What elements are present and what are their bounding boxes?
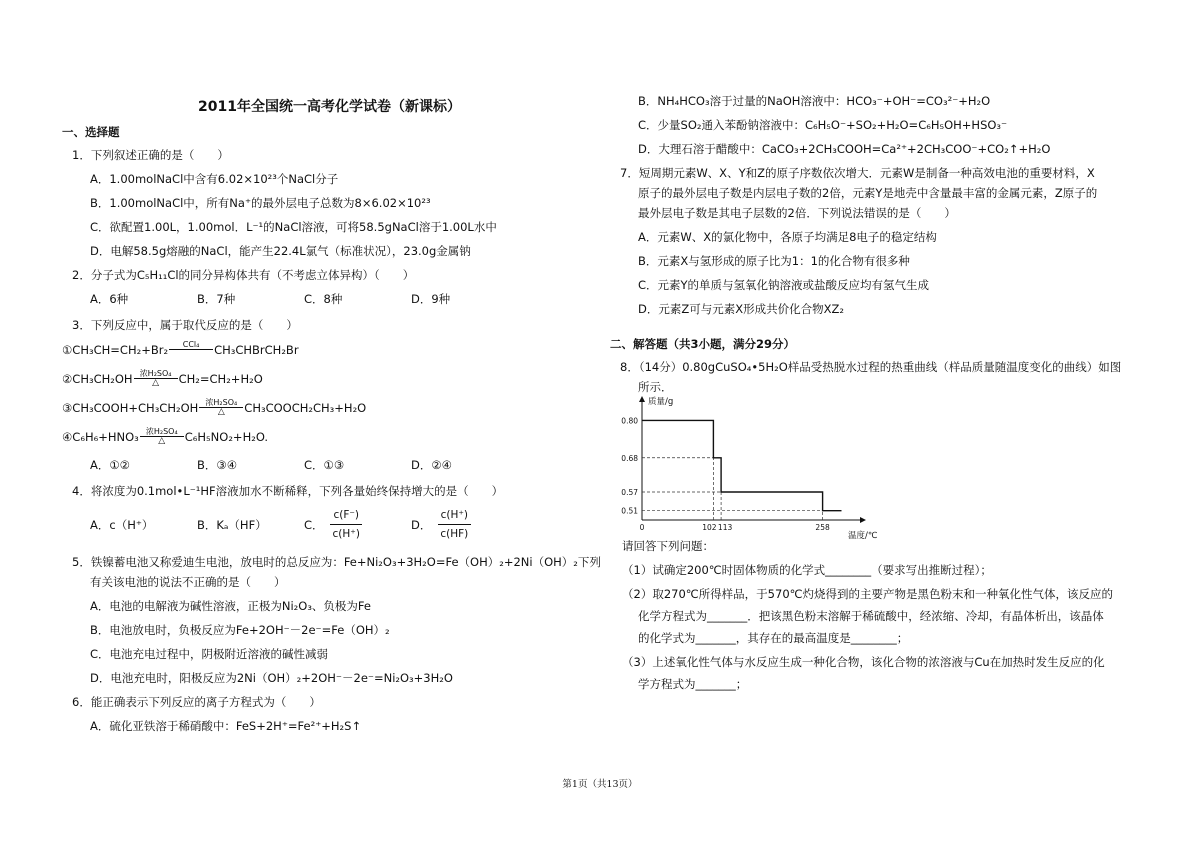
question-stem-continued: 所示． — [638, 380, 673, 394]
reaction-arrow — [199, 398, 243, 417]
left-column — [62, 96, 601, 741]
options-row — [90, 456, 597, 474]
question-6 — [62, 693, 597, 735]
q6-option-d: D．大理石溶于醋酸中：CaCO₃+2CH₃COOH=Ca²⁺+2CH₃COO⁻+CO₂↑+H₂O — [638, 142, 1051, 156]
option-d — [411, 506, 518, 543]
arrow-condition: 浓H₂SO₄ — [139, 369, 172, 378]
option-b: B．元素X与氢形成的原子比为1：1的化合物有很多种 — [638, 254, 910, 268]
question-1 — [62, 146, 597, 260]
x-tick-label: 0 — [639, 523, 645, 532]
option-a: A．6种 — [90, 292, 129, 306]
question-8 — [610, 358, 1140, 693]
reaction-products: CH₃COOCH₂CH₃+H₂O — [244, 401, 367, 415]
fraction-numerator: c(H⁺) — [438, 506, 471, 525]
fraction-denominator: c(H⁺) — [332, 528, 360, 540]
option-label: C． — [304, 517, 324, 532]
mass-curve — [642, 420, 842, 510]
x-tick-label: 258 — [815, 523, 830, 532]
option-a: A．1.00molNaCl中含有6.02×10²³个NaCl分子 — [90, 172, 339, 186]
question-stem-continued: 原子的最外层电子数是内层电子数的2倍，元素Y是地壳中含量最丰富的金属元素，Z原子的 — [638, 186, 1098, 200]
question-stem: 6．能正确表示下列反应的离子方程式为（ ） — [72, 695, 321, 709]
option-a: A．①② — [90, 458, 130, 472]
reaction-4 — [62, 427, 597, 446]
q6-option-c: C．少量SO₂通入苯酚钠溶液中：C₆H₅O⁻+SO₂+H₂O=C₆H₅OH+HSO₃⁻ — [638, 118, 1008, 132]
options-row — [90, 290, 597, 308]
option-a: A．c（H⁺） — [90, 517, 154, 532]
y-axis-arrow-icon — [639, 396, 645, 402]
question-stem: 1．下列叙述正确的是（ ） — [72, 148, 229, 162]
option-c: C．欲配置1.00L，1.00mol．L⁻¹的NaCl溶液，可将58.5gNaCl溶于1.00L水中 — [90, 220, 497, 234]
x-tick-label: 113 — [717, 523, 733, 532]
heat-symbol: △ — [217, 407, 225, 417]
section-heading-answer: 二、解答题（共3小题，满分29分） — [610, 337, 796, 351]
heat-symbol: △ — [158, 436, 166, 446]
sub-question-2-continued: 化学方程式为_______．把该黑色粉末溶解于稀硫酸中，经浓缩、冷却，有晶体析出，该晶体 — [638, 609, 1104, 623]
y-axis-label: 质量/g — [648, 397, 674, 407]
x-axis-arrow-icon — [860, 517, 866, 523]
question-stem: 8．（14分）0.80gCuSO₄•5H₂O样品受热脱水过程的热重曲线（样品质量随温度变化的曲线）如图 — [620, 360, 1122, 374]
question-3 — [62, 316, 597, 474]
sub-question-2: （2）取270℃所得样品，于570℃灼烧得到的主要产物是黑色粉末和一种氧化性气体，该反应的 — [622, 587, 1114, 601]
reaction-1 — [62, 340, 597, 359]
option-d: D．9种 — [411, 292, 451, 306]
question-stem-continued: 最外层电子数是其电子层数的2倍．下列说法错误的是（ ） — [638, 206, 956, 220]
option-b: B．1.00molNaCl中，所有Na⁺的最外层电子总数为8×6.02×10²³ — [90, 196, 431, 210]
sub-question-2-continued: 的化学式为_______，其存在的最高温度是________； — [638, 631, 909, 645]
reaction-products: C₆H₅NO₂+H₂O. — [184, 430, 269, 444]
y-tick-label: 0.68 — [621, 453, 638, 463]
x-tick-label: 102 — [702, 523, 717, 532]
option-c: C．①③ — [304, 458, 345, 472]
sub-question-3: （3）上述氧化性气体与水反应生成一种化合物，该化合物的浓溶液与Cu在加热时发生反应的化 — [622, 655, 1105, 669]
page-footer: 第1页（共13页） — [562, 779, 638, 790]
question-4 — [62, 482, 597, 543]
option-d: D．电解58.5g熔融的NaCl，能产生22.4L氯气（标准状况），23.0g金属钠 — [90, 244, 471, 258]
answer-intro: 请回答下列问题： — [622, 539, 714, 553]
option-b: B．Kₐ（HF） — [197, 517, 267, 532]
sub-question-3-continued: 学方程式为_______； — [638, 677, 748, 691]
y-tick-label: 0.51 — [621, 506, 638, 516]
page-title: 2011年全国统一高考化学试卷（新课标） — [198, 99, 461, 115]
question-stem: 5．铁镍蓄电池又称爱迪生电池，放电时的总反应为：Fe+Ni₂O₃+3H₂O=Fe（OH）₂+2Ni（OH）₂下列 — [72, 555, 601, 569]
option-b: B．7种 — [197, 292, 236, 306]
reaction-arrow — [140, 427, 184, 446]
option-c: C．电池充电过程中，阴极附近溶液的碱性减弱 — [90, 647, 329, 661]
reaction-arrow — [169, 340, 213, 359]
y-tick-label: 0.80 — [621, 416, 638, 426]
option-a: A．电池的电解液为碱性溶液，正极为Ni₂O₃、负极为Fe — [90, 599, 371, 613]
question-stem: 4．将浓度为0.1mol•L⁻¹HF溶液加水不断稀释，下列各量始终保持增大的是（ ） — [72, 484, 504, 498]
reaction-2 — [62, 369, 597, 388]
question-stem-continued: 有关该电池的说法不正确的是（ ） — [90, 575, 286, 589]
question-7 — [610, 164, 1140, 318]
y-tick-label: 0.57 — [621, 488, 638, 497]
question-stem: 2．分子式为C₅H₁₁Cl的同分异构体共有（不考虑立体异构）（ ） — [72, 268, 415, 282]
reaction-reactants: ②CH₃CH₂OH — [62, 372, 133, 386]
reaction-arrow — [134, 369, 178, 388]
fraction — [437, 506, 471, 543]
q6-option-b: B．NH₄HCO₃溶于过量的NaOH溶液中：HCO₃⁻+OH⁻=CO₃²⁻+H₂O — [638, 94, 991, 108]
question-stem: 7．短周期元素W、X、Y和Z的原子序数依次增大．元素W是制备一种高效电池的重要材料，X — [620, 166, 1095, 180]
fraction-denominator: c(HF) — [440, 528, 469, 540]
x-axis-label: 温度/℃ — [848, 531, 878, 541]
option-b: B．电池放电时，负极反应为Fe+2OH⁻－2e⁻=Fe（OH）₂ — [90, 623, 390, 637]
reaction-products: CH₂=CH₂+H₂O — [178, 372, 263, 386]
question-stem: 3．下列反应中，属于取代反应的是（ ） — [72, 318, 298, 332]
option-b: B．③④ — [197, 458, 238, 472]
option-label: D． — [411, 517, 432, 532]
arrow-condition: CCl₄ — [182, 340, 200, 349]
right-column — [610, 92, 1140, 699]
thermogravimetric-chart — [610, 397, 878, 541]
fraction — [330, 506, 363, 543]
option-c: C．8种 — [304, 292, 343, 306]
reaction-3 — [62, 398, 597, 417]
arrow-condition: 浓H₂SO₄ — [145, 427, 178, 436]
option-d: D．电池充电时，阳极反应为2Ni（OH）₂+2OH⁻－2e⁻=Ni₂O₃+3H₂O — [90, 671, 453, 685]
question-2 — [62, 266, 597, 308]
option-d: D．元素Z可与元素X形成共价化合物XZ₂ — [638, 302, 844, 316]
reaction-reactants: ③CH₃COOH+CH₃CH₂OH — [62, 401, 199, 415]
heat-symbol: △ — [152, 378, 160, 388]
options-row — [90, 506, 597, 543]
option-c: C．元素Y的单质与氢氧化钠溶液或盐酸反应均有氢气生成 — [638, 278, 930, 292]
section-heading-choice: 一、选择题 — [62, 125, 120, 139]
option-d: D．②④ — [411, 458, 452, 472]
reaction-products: CH₃CHBrCH₂Br — [214, 343, 299, 357]
arrow-condition: 浓H₂SO₄ — [205, 398, 238, 407]
option-a: A．硫化亚铁溶于稀硝酸中：FeS+2H⁺=Fe²⁺+H₂S↑ — [90, 719, 362, 733]
question-5 — [62, 553, 601, 687]
reaction-reactants: ④C₆H₆+HNO₃ — [62, 430, 139, 444]
sub-question-1: （1）试确定200℃时固体物质的化学式________（要求写出推断过程）； — [622, 563, 992, 577]
reaction-reactants: ①CH₃CH=CH₂+Br₂ — [62, 343, 169, 357]
fraction-numerator: c(F⁻) — [330, 506, 362, 525]
option-a: A．元素W、X的氯化物中，各原子均满足8电子的稳定结构 — [638, 230, 937, 244]
option-c — [304, 506, 411, 543]
